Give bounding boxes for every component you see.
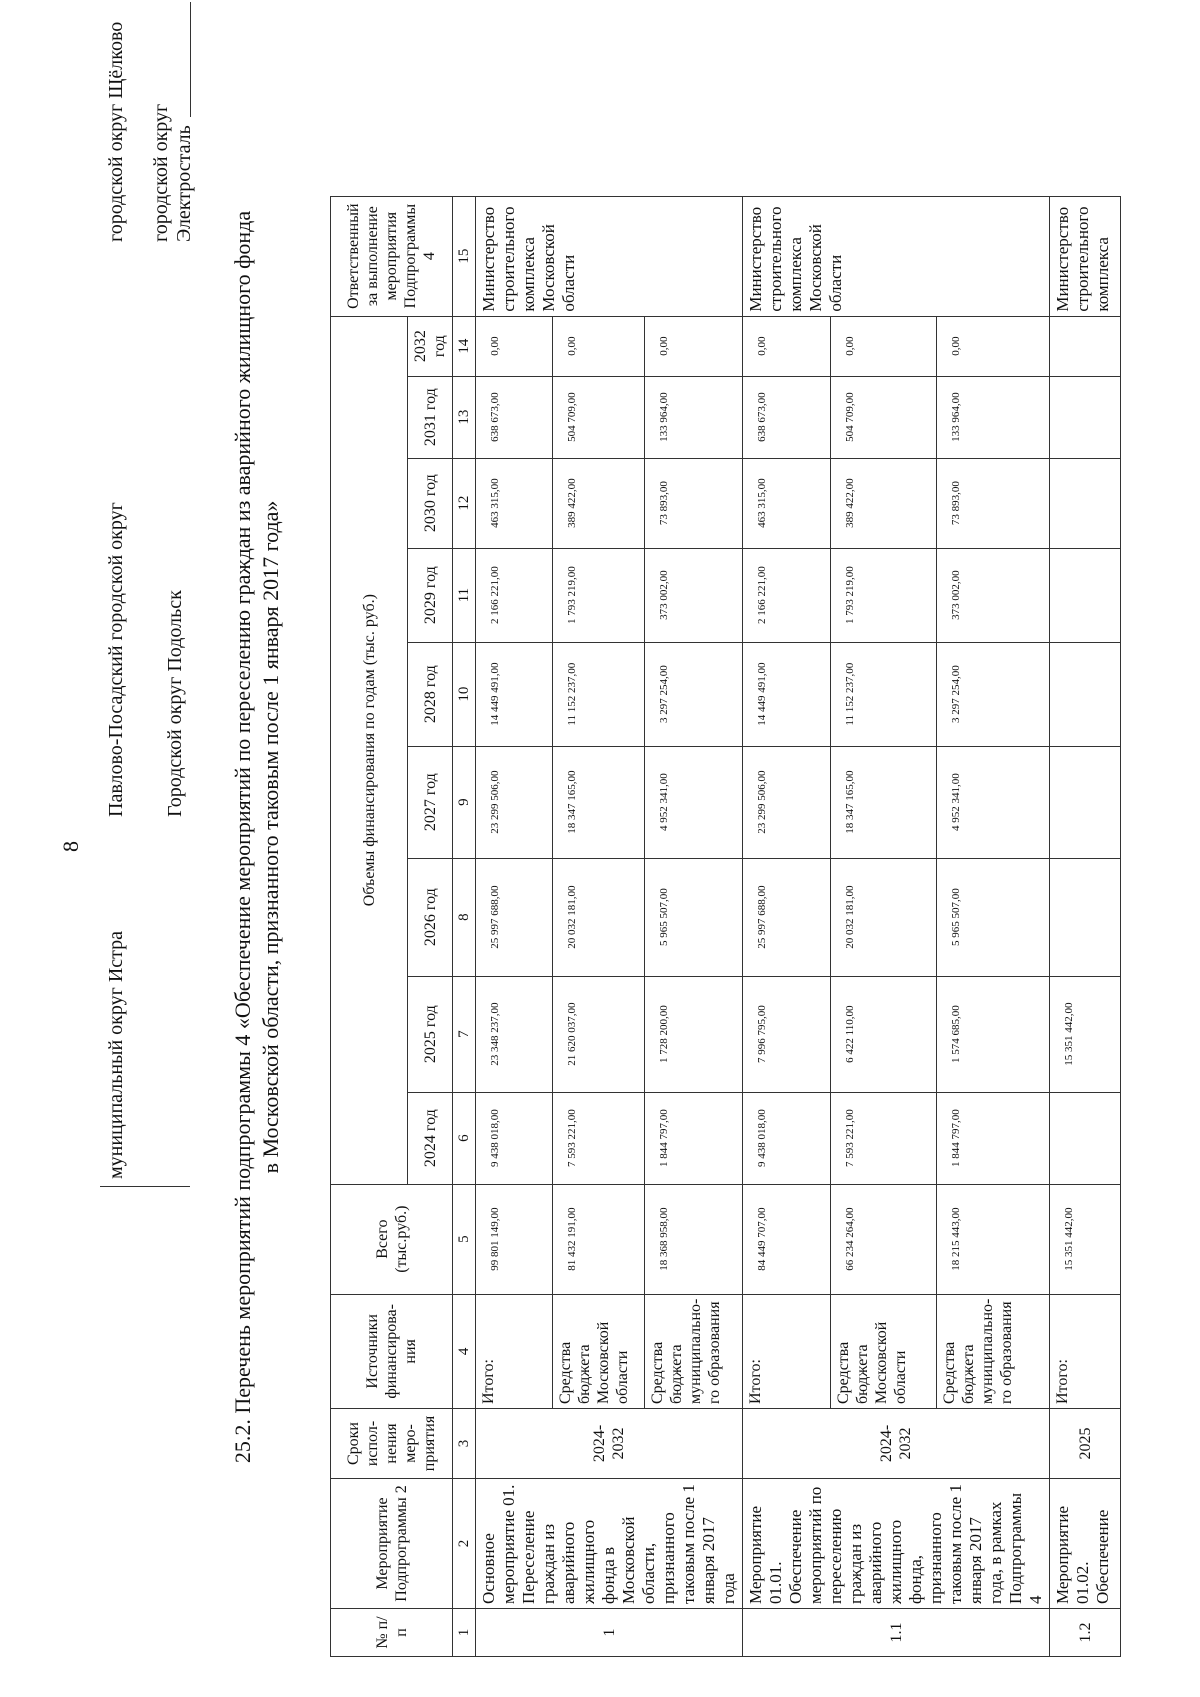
table-row xyxy=(476,196,553,1656)
top-block-col-b-2: Городской округ Подольск xyxy=(164,590,186,817)
year-value: 0,00 xyxy=(743,316,831,376)
table-row xyxy=(1050,196,1121,1656)
year-value: 3 297 254,00 xyxy=(936,642,1049,746)
document-title-line-1: 25.2. Перечень мероприятий подпрограммы 4 «Обеспечение мероприятий по переселению граждан из аварийного жилищного фонда xyxy=(230,210,255,1464)
top-block-left-rule xyxy=(100,1186,190,1187)
year-value: 0,00 xyxy=(644,316,742,376)
source-name: Средства бюджета муниципально-го образования xyxy=(644,1294,742,1408)
column-number: 8 xyxy=(453,858,476,976)
year-value: 73 893,00 xyxy=(644,458,742,548)
year-value: 25 997 688,00 xyxy=(476,858,553,976)
year-value xyxy=(1050,858,1121,976)
year-value: 15 351 442,00 xyxy=(1050,976,1121,1092)
top-block-col-a: муниципальный округ Истра xyxy=(105,930,127,1179)
row-activity: Мероприятие 01.02. Обеспечение xyxy=(1050,1479,1121,1609)
top-block-col-b-1: Павлово-Посадский городской округ xyxy=(105,502,127,817)
column-number: 10 xyxy=(453,642,476,746)
source-total: 18 215 443,00 xyxy=(936,1184,1049,1294)
year-value: 1 574 685,00 xyxy=(936,976,1049,1092)
column-number: 12 xyxy=(453,458,476,548)
year-value: 5 965 507,00 xyxy=(936,858,1049,976)
year-value: 504 709,00 xyxy=(831,376,937,458)
year-value: 7 996 795,00 xyxy=(743,976,831,1092)
source-total: 99 801 149,00 xyxy=(476,1184,553,1294)
year-value: 23 299 506,00 xyxy=(743,746,831,858)
year-value: 73 893,00 xyxy=(936,458,1049,548)
row-terms: 2024-2032 xyxy=(743,1409,1050,1479)
year-value: 14 449 491,00 xyxy=(476,642,553,746)
source-name: Итого: xyxy=(1050,1294,1121,1408)
header-year: 2026 год xyxy=(408,858,453,976)
top-block-col-c-2: городской округ Электросталь xyxy=(150,103,195,242)
column-numbers-row xyxy=(453,196,476,1656)
row-responsible: Министерство строительного комплекса Московской области xyxy=(476,196,743,316)
year-value: 0,00 xyxy=(831,316,937,376)
year-value: 504 709,00 xyxy=(552,376,644,458)
header-year: 2025 год xyxy=(408,976,453,1092)
row-number: 1.1 xyxy=(743,1609,1050,1657)
document-title-line-2: в Московской области, признанного таковым после 1 января 2017 года» xyxy=(258,500,283,1174)
year-value: 4 952 341,00 xyxy=(644,746,742,858)
table-header-row-1 xyxy=(331,196,408,1656)
source-total: 81 432 191,00 xyxy=(552,1184,644,1294)
year-value: 0,00 xyxy=(936,316,1049,376)
source-total: 15 351 442,00 xyxy=(1050,1184,1121,1294)
year-value xyxy=(1050,548,1121,642)
year-value: 2 166 221,00 xyxy=(476,548,553,642)
source-name: Средства бюджета Московской области xyxy=(552,1294,644,1408)
column-number: 1 xyxy=(453,1609,476,1657)
year-value: 133 964,00 xyxy=(644,376,742,458)
year-value: 6 422 110,00 xyxy=(831,976,937,1092)
source-name: Итого: xyxy=(476,1294,553,1408)
page-number: 8 xyxy=(58,841,83,852)
column-number: 5 xyxy=(453,1184,476,1294)
year-value: 23 299 506,00 xyxy=(476,746,553,858)
year-value: 14 449 491,00 xyxy=(743,642,831,746)
year-value: 1 728 200,00 xyxy=(644,976,742,1092)
top-block-col-c-1: городской округ Щёлково xyxy=(105,21,127,242)
year-value: 9 438 018,00 xyxy=(743,1092,831,1184)
header-year: 2030 год xyxy=(408,458,453,548)
year-value xyxy=(1050,642,1121,746)
header-sources: Источники финансирова-ния xyxy=(331,1294,453,1408)
year-value: 4 952 341,00 xyxy=(936,746,1049,858)
column-number: 7 xyxy=(453,976,476,1092)
year-value: 7 593 221,00 xyxy=(831,1092,937,1184)
column-number: 13 xyxy=(453,376,476,458)
source-name: Итого: xyxy=(743,1294,831,1408)
year-value: 7 593 221,00 xyxy=(552,1092,644,1184)
row-terms: 2024-2032 xyxy=(476,1409,743,1479)
header-no: № п/п xyxy=(331,1609,453,1657)
year-value: 3 297 254,00 xyxy=(644,642,742,746)
source-name: Средства бюджета Московской области xyxy=(831,1294,937,1408)
year-value: 463 315,00 xyxy=(743,458,831,548)
year-value: 25 997 688,00 xyxy=(743,858,831,976)
year-value xyxy=(1050,316,1121,376)
year-value: 21 620 037,00 xyxy=(552,976,644,1092)
source-total: 84 449 707,00 xyxy=(743,1184,831,1294)
column-number: 3 xyxy=(453,1409,476,1479)
year-value: 133 964,00 xyxy=(936,376,1049,458)
header-activity: Мероприятие Подпрограммы 2 xyxy=(331,1479,453,1609)
source-name: Средства бюджета муниципально-го образования xyxy=(936,1294,1049,1408)
year-value: 373 002,00 xyxy=(644,548,742,642)
row-number: 1 xyxy=(476,1609,743,1657)
row-activity: Основное мероприятие 01. Переселение граждан из аварийного жилищного фонда в Московской области, признанного таковым после 1 января 2017 года xyxy=(476,1479,743,1609)
source-total: 66 234 264,00 xyxy=(831,1184,937,1294)
source-total: 18 368 958,00 xyxy=(644,1184,742,1294)
year-value: 389 422,00 xyxy=(552,458,644,548)
column-number: 11 xyxy=(453,548,476,642)
year-value xyxy=(1050,458,1121,548)
year-value: 20 032 181,00 xyxy=(552,858,644,976)
year-value xyxy=(1050,376,1121,458)
row-activity: Мероприятие 01.01. Обеспечение мероприятий по переселению граждан из аварийного жилищного фонда, признанного таковым после 1 января 2017 года, в рамках Подпрограммы 4 xyxy=(743,1479,1050,1609)
year-value: 0,00 xyxy=(476,316,553,376)
header-year: 2031 год xyxy=(408,376,453,458)
year-value: 0,00 xyxy=(552,316,644,376)
activities-table xyxy=(330,196,1121,1657)
year-value: 373 002,00 xyxy=(936,548,1049,642)
header-year: 2032 год xyxy=(408,316,453,376)
header-total: Всего (тыс.руб.) xyxy=(331,1184,453,1294)
header-year: 2024 год xyxy=(408,1092,453,1184)
year-value: 23 348 237,00 xyxy=(476,976,553,1092)
column-number: 9 xyxy=(453,746,476,858)
year-value: 9 438 018,00 xyxy=(476,1092,553,1184)
header-terms: Сроки испол-нения меро-приятия xyxy=(331,1409,453,1479)
year-value: 11 152 237,00 xyxy=(552,642,644,746)
row-number: 1.2 xyxy=(1050,1609,1121,1657)
header-funding: Объемы финансирования по годам (тыс. руб.) xyxy=(331,316,408,1184)
year-value: 18 347 165,00 xyxy=(831,746,937,858)
table-row xyxy=(743,196,831,1656)
column-number: 6 xyxy=(453,1092,476,1184)
year-value: 463 315,00 xyxy=(476,458,553,548)
row-responsible: Министерство строительного комплекса xyxy=(1050,196,1121,316)
header-year: 2029 год xyxy=(408,548,453,642)
year-value xyxy=(1050,1092,1121,1184)
header-year: 2028 год xyxy=(408,642,453,746)
year-value: 11 152 237,00 xyxy=(831,642,937,746)
row-terms: 2025 xyxy=(1050,1409,1121,1479)
column-number: 15 xyxy=(453,196,476,316)
year-value: 638 673,00 xyxy=(743,376,831,458)
year-value: 2 166 221,00 xyxy=(743,548,831,642)
year-value: 1 793 219,00 xyxy=(552,548,644,642)
year-value: 1 844 797,00 xyxy=(936,1092,1049,1184)
year-value xyxy=(1050,746,1121,858)
year-value: 20 032 181,00 xyxy=(831,858,937,976)
header-year: 2027 год xyxy=(408,746,453,858)
year-value: 389 422,00 xyxy=(831,458,937,548)
row-responsible: Министерство строительного комплекса Московской области xyxy=(743,196,1050,316)
column-number: 2 xyxy=(453,1479,476,1609)
column-number: 14 xyxy=(453,316,476,376)
year-value: 638 673,00 xyxy=(476,376,553,458)
header-responsible: Ответственный за выполнение мероприятия Подпрограммы 4 xyxy=(331,196,453,316)
year-value: 1 793 219,00 xyxy=(831,548,937,642)
column-number: 4 xyxy=(453,1294,476,1408)
year-value: 1 844 797,00 xyxy=(644,1092,742,1184)
year-value: 18 347 165,00 xyxy=(552,746,644,858)
year-value: 5 965 507,00 xyxy=(644,858,742,976)
